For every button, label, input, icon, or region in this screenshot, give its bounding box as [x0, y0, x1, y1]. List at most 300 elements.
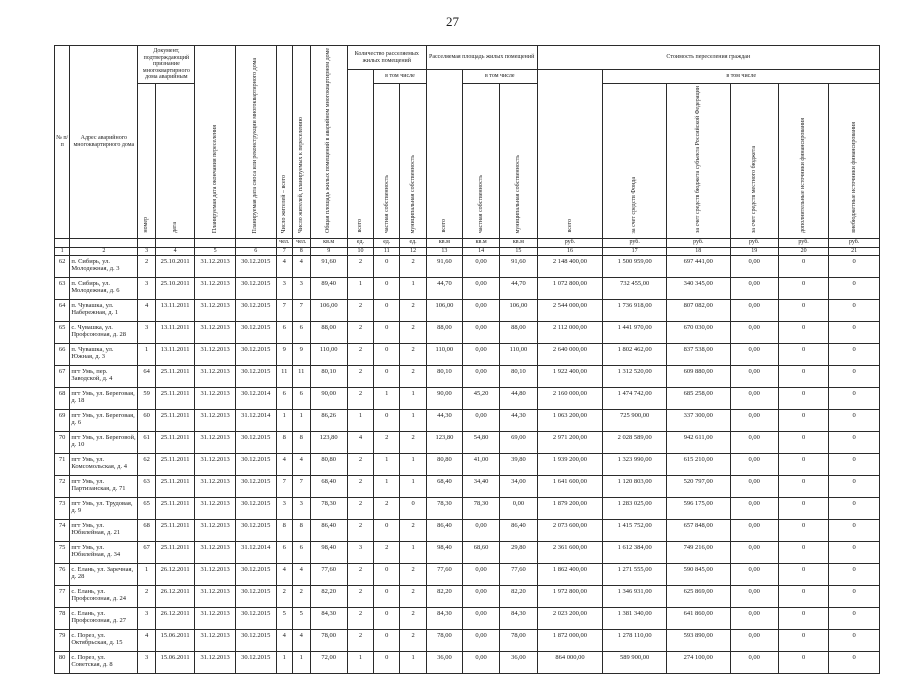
column-number: 8: [293, 247, 311, 255]
cell-planned-resettlement: 31.12.2013: [195, 585, 236, 607]
cell-area-total: 36,00: [426, 651, 462, 673]
cell-count-municipal: 2: [400, 299, 426, 321]
cell-area-municipal: 36,00: [500, 651, 537, 673]
cell-doc-number: 61: [138, 431, 156, 453]
cell-address: с. Елань, ул. Профсоюзная, д. 27: [70, 607, 138, 629]
cell-cost-fund: 1 500 959,00: [603, 255, 667, 277]
cell-planned-resettlement: 31.12.2013: [195, 277, 236, 299]
cell-planned-demolition: 30.12.2015: [235, 453, 276, 475]
header-address: Адрес аварийного многоквартирного дома: [70, 46, 138, 239]
cell-count-total: 2: [347, 475, 373, 497]
cell-cost-total: 2 148 400,00: [537, 255, 603, 277]
cell-address: п. Сибирь, ул. Молодежная, д. 6: [70, 277, 138, 299]
cell-planned-demolition: 30.12.2015: [235, 365, 276, 387]
header-cost-subject: за счет средств бюджета субъекта Российской Федерации: [666, 84, 730, 239]
header-planned-resettlement: Планируемая дата окончания переселения: [195, 46, 236, 239]
cell-planned-demolition: 30.12.2015: [235, 431, 276, 453]
cell-cost-extra: 0: [778, 585, 828, 607]
cell-address: с. Порез, ул. Октябрьская, д. 15: [70, 629, 138, 651]
cell-planned-resettlement: 31.12.2013: [195, 255, 236, 277]
cell-idx: 63: [55, 277, 70, 299]
table-row: [55, 343, 880, 365]
cell-count-total: 2: [347, 497, 373, 519]
header-count-total: всего: [347, 70, 373, 239]
column-number: 13: [426, 247, 462, 255]
cell-cost-fund: 1 323 990,00: [603, 453, 667, 475]
cell-idx: 78: [55, 607, 70, 629]
cell-cost-extra: 0: [778, 255, 828, 277]
unit-cell: руб.: [537, 238, 603, 247]
cell-cost-local: 0,00: [730, 321, 778, 343]
cell-idx: 74: [55, 519, 70, 541]
cell-cost-local: 0,00: [730, 585, 778, 607]
cell-doc-date: 26.12.2011: [155, 607, 195, 629]
cell-doc-date: 25.11.2011: [155, 519, 195, 541]
cell-planned-resettlement: 31.12.2013: [195, 563, 236, 585]
cell-residents-total: 4: [276, 563, 292, 585]
cell-idx: 66: [55, 343, 70, 365]
cell-cost-total: 1 072 800,00: [537, 277, 603, 299]
cell-residents-total: 6: [276, 541, 292, 563]
cell-address: с. Елань, ул. Заречная, д. 28: [70, 563, 138, 585]
header-count-in-that: в том числе: [374, 70, 427, 84]
cell-doc-date: 13.11.2011: [155, 299, 195, 321]
cell-area-total: 68,40: [426, 475, 462, 497]
header-idx: № п/п: [55, 46, 70, 239]
cell-area-private: 54,80: [462, 431, 499, 453]
cell-total-area: 82,20: [310, 585, 347, 607]
cell-cost-total: 1 641 600,00: [537, 475, 603, 497]
cell-area-total: 91,60: [426, 255, 462, 277]
cell-residents-to-resettle: 11: [293, 365, 311, 387]
cell-area-private: 0,00: [462, 563, 499, 585]
table-row: [55, 585, 880, 607]
cell-cost-fund: 1 415 752,00: [603, 519, 667, 541]
cell-cost-total: 2 640 000,00: [537, 343, 603, 365]
cell-area-private: 68,60: [462, 541, 499, 563]
cell-residents-to-resettle: 7: [293, 299, 311, 321]
cell-cost-total: 2 023 200,00: [537, 607, 603, 629]
cell-doc-number: 2: [138, 585, 156, 607]
cell-total-area: 86,40: [310, 519, 347, 541]
cell-count-private: 0: [374, 277, 400, 299]
cell-cost-total: 1 879 200,00: [537, 497, 603, 519]
unit-cell: [138, 238, 156, 247]
cell-cost-extra: 0: [778, 277, 828, 299]
cell-area-total: 80,10: [426, 365, 462, 387]
header-cost-in-that: в том числе: [603, 70, 880, 84]
cell-cost-offbudget: 0: [829, 299, 880, 321]
cell-total-area: 84,30: [310, 607, 347, 629]
cell-count-private: 0: [374, 255, 400, 277]
unit-cell: кв.м: [462, 238, 499, 247]
cell-planned-resettlement: 31.12.2013: [195, 519, 236, 541]
cell-residents-total: 9: [276, 343, 292, 365]
cell-cost-total: 1 872 000,00: [537, 629, 603, 651]
cell-idx: 75: [55, 541, 70, 563]
header-cost-fund: за счет средств Фонда: [603, 84, 667, 239]
cell-cost-subject: 749 216,00: [666, 541, 730, 563]
header-residents-total: Число жителей – всего: [276, 46, 292, 239]
cell-area-municipal: 0,00: [500, 497, 537, 519]
cell-count-private: 0: [374, 651, 400, 673]
cell-planned-demolition: 31.12.2014: [235, 409, 276, 431]
column-number: 14: [462, 247, 499, 255]
cell-residents-to-resettle: 4: [293, 453, 311, 475]
cell-cost-total: 2 073 600,00: [537, 519, 603, 541]
table-row: [55, 453, 880, 475]
cell-cost-subject: 593 890,00: [666, 629, 730, 651]
cell-cost-local: 0,00: [730, 651, 778, 673]
cell-doc-number: 64: [138, 365, 156, 387]
cell-address: с. Порез, ул. Советская, д. 8: [70, 651, 138, 673]
cell-residents-total: 4: [276, 453, 292, 475]
cell-cost-fund: 1 736 918,00: [603, 299, 667, 321]
header-doc-date: дата: [155, 84, 195, 239]
cell-total-area: 89,40: [310, 277, 347, 299]
cell-cost-extra: 0: [778, 431, 828, 453]
column-number: 5: [195, 247, 236, 255]
unit-cell: [235, 238, 276, 247]
cell-cost-subject: 609 880,00: [666, 365, 730, 387]
cell-cost-local: 0,00: [730, 255, 778, 277]
cell-doc-date: 25.10.2011: [155, 277, 195, 299]
cell-residents-to-resettle: 5: [293, 607, 311, 629]
unit-cell: руб.: [778, 238, 828, 247]
cell-cost-subject: 337 300,00: [666, 409, 730, 431]
cell-cost-offbudget: 0: [829, 541, 880, 563]
cell-cost-local: 0,00: [730, 299, 778, 321]
cell-count-private: 0: [374, 365, 400, 387]
cell-residents-total: 7: [276, 475, 292, 497]
cell-residents-to-resettle: 8: [293, 431, 311, 453]
cell-planned-demolition: 30.12.2015: [235, 607, 276, 629]
cell-count-total: 2: [347, 299, 373, 321]
column-numbers-row: [55, 247, 880, 255]
cell-cost-fund: 1 312 520,00: [603, 365, 667, 387]
table-row: [55, 519, 880, 541]
cell-area-total: 98,40: [426, 541, 462, 563]
cell-cost-local: 0,00: [730, 629, 778, 651]
cell-planned-demolition: 30.12.2015: [235, 277, 276, 299]
cell-idx: 72: [55, 475, 70, 497]
cell-count-total: 2: [347, 321, 373, 343]
cell-doc-date: 25.11.2011: [155, 497, 195, 519]
cell-cost-fund: 589 900,00: [603, 651, 667, 673]
unit-cell: чел.: [293, 238, 311, 247]
cell-count-private: 0: [374, 343, 400, 365]
unit-cell: кв.м: [310, 238, 347, 247]
cell-cost-subject: 596 175,00: [666, 497, 730, 519]
cell-area-private: 0,00: [462, 343, 499, 365]
cell-doc-date: 13.11.2011: [155, 343, 195, 365]
table-row: [55, 651, 880, 673]
cell-area-total: 84,30: [426, 607, 462, 629]
cell-cost-subject: 625 869,00: [666, 585, 730, 607]
cell-planned-resettlement: 31.12.2013: [195, 453, 236, 475]
table-row: [55, 563, 880, 585]
cell-idx: 80: [55, 651, 70, 673]
cell-count-municipal: 1: [400, 651, 426, 673]
cell-residents-to-resettle: 9: [293, 343, 311, 365]
table-row: [55, 365, 880, 387]
cell-cost-offbudget: 0: [829, 277, 880, 299]
table-row: [55, 475, 880, 497]
cell-residents-total: 3: [276, 497, 292, 519]
cell-idx: 67: [55, 365, 70, 387]
cell-cost-offbudget: 0: [829, 563, 880, 585]
cell-residents-total: 2: [276, 585, 292, 607]
header-count-group: Количество расселяемых жилых помещений: [347, 46, 426, 70]
cell-doc-number: 3: [138, 607, 156, 629]
cell-planned-demolition: 30.12.2015: [235, 519, 276, 541]
cell-area-municipal: 110,00: [500, 343, 537, 365]
cell-cost-extra: 0: [778, 541, 828, 563]
cell-planned-resettlement: 31.12.2013: [195, 475, 236, 497]
header-count-municipal: муниципальная собственность: [400, 84, 426, 239]
cell-planned-resettlement: 31.12.2013: [195, 299, 236, 321]
cell-total-area: 72,00: [310, 651, 347, 673]
cell-count-municipal: 2: [400, 365, 426, 387]
cell-cost-offbudget: 0: [829, 497, 880, 519]
header-cost-local: за счет средств местного бюджета: [730, 84, 778, 239]
cell-area-total: 78,30: [426, 497, 462, 519]
cell-cost-subject: 807 082,00: [666, 299, 730, 321]
cell-count-total: 2: [347, 629, 373, 651]
cell-planned-resettlement: 31.12.2013: [195, 431, 236, 453]
cell-area-total: 123,80: [426, 431, 462, 453]
cell-cost-fund: 1 346 931,00: [603, 585, 667, 607]
unit-cell: руб.: [603, 238, 667, 247]
cell-cost-total: 2 971 200,00: [537, 431, 603, 453]
cell-area-municipal: 69,00: [500, 431, 537, 453]
column-number: 11: [374, 247, 400, 255]
cell-area-total: 86,40: [426, 519, 462, 541]
cell-doc-number: 3: [138, 651, 156, 673]
table-row: [55, 409, 880, 431]
cell-cost-fund: 2 028 589,00: [603, 431, 667, 453]
cell-area-total: 80,80: [426, 453, 462, 475]
cell-idx: 77: [55, 585, 70, 607]
unit-cell: [195, 238, 236, 247]
table-row: [55, 607, 880, 629]
cell-residents-to-resettle: 4: [293, 563, 311, 585]
cell-area-private: 41,00: [462, 453, 499, 475]
cell-area-municipal: 29,80: [500, 541, 537, 563]
cell-cost-subject: 670 030,00: [666, 321, 730, 343]
cell-planned-resettlement: 31.12.2013: [195, 497, 236, 519]
cell-planned-demolition: 30.12.2015: [235, 343, 276, 365]
cell-count-municipal: 1: [400, 453, 426, 475]
cell-cost-fund: 1 381 340,00: [603, 607, 667, 629]
column-number: 2: [70, 247, 138, 255]
cell-doc-number: 3: [138, 321, 156, 343]
cell-count-municipal: 2: [400, 563, 426, 585]
cell-doc-date: 25.11.2011: [155, 453, 195, 475]
cell-address: пгт Умь, ул. Береговая, д. 18: [70, 387, 138, 409]
cell-area-municipal: 44,80: [500, 387, 537, 409]
cell-doc-number: 1: [138, 563, 156, 585]
column-number: 9: [310, 247, 347, 255]
cell-cost-extra: 0: [778, 387, 828, 409]
cell-count-private: 0: [374, 629, 400, 651]
cell-cost-fund: 732 455,00: [603, 277, 667, 299]
cell-residents-total: 8: [276, 431, 292, 453]
cell-total-area: 86,26: [310, 409, 347, 431]
cell-count-municipal: 2: [400, 431, 426, 453]
cell-doc-number: 65: [138, 497, 156, 519]
cell-cost-extra: 0: [778, 409, 828, 431]
cell-cost-extra: 0: [778, 519, 828, 541]
cell-planned-resettlement: 31.12.2013: [195, 409, 236, 431]
cell-cost-subject: 615 210,00: [666, 453, 730, 475]
cell-count-private: 0: [374, 607, 400, 629]
cell-cost-total: 1 939 200,00: [537, 453, 603, 475]
column-number: 20: [778, 247, 828, 255]
table-row: [55, 431, 880, 453]
cell-residents-to-resettle: 3: [293, 277, 311, 299]
cell-area-total: 106,00: [426, 299, 462, 321]
column-number: 1: [55, 247, 70, 255]
cell-planned-demolition: 30.12.2015: [235, 651, 276, 673]
cell-area-private: 0,00: [462, 409, 499, 431]
cell-planned-demolition: 30.12.2014: [235, 387, 276, 409]
cell-cost-offbudget: 0: [829, 519, 880, 541]
cell-doc-number: 2: [138, 255, 156, 277]
cell-area-municipal: 34,00: [500, 475, 537, 497]
cell-area-municipal: 106,00: [500, 299, 537, 321]
cell-planned-resettlement: 31.12.2013: [195, 387, 236, 409]
cell-doc-date: 25.10.2011: [155, 255, 195, 277]
cell-count-total: 1: [347, 277, 373, 299]
cell-address: пгт Умь, ул. Трудовая, д. 9: [70, 497, 138, 519]
header-residents-to-resettle: Число жителей, планируемых к переселению: [293, 46, 311, 239]
cell-count-total: 2: [347, 519, 373, 541]
cell-doc-date: 26.12.2011: [155, 585, 195, 607]
cell-cost-local: 0,00: [730, 387, 778, 409]
cell-residents-to-resettle: 6: [293, 387, 311, 409]
cell-idx: 79: [55, 629, 70, 651]
cell-cost-total: 2 361 600,00: [537, 541, 603, 563]
cell-address: п. Чувашка, ул. Набережная, д. 1: [70, 299, 138, 321]
cell-residents-to-resettle: 1: [293, 651, 311, 673]
cell-count-private: 0: [374, 563, 400, 585]
cell-residents-to-resettle: 6: [293, 541, 311, 563]
unit-cell: руб.: [666, 238, 730, 247]
cell-doc-number: 1: [138, 343, 156, 365]
cell-area-total: 90,00: [426, 387, 462, 409]
cell-cost-extra: 0: [778, 321, 828, 343]
cell-count-municipal: 1: [400, 475, 426, 497]
cell-area-private: 34,40: [462, 475, 499, 497]
cell-area-private: 0,00: [462, 629, 499, 651]
cell-cost-fund: 1 802 462,00: [603, 343, 667, 365]
cell-planned-demolition: 30.12.2015: [235, 299, 276, 321]
cell-residents-total: 1: [276, 409, 292, 431]
table-header: [55, 46, 880, 256]
header-area-private: частная собственность: [462, 84, 499, 239]
cell-residents-to-resettle: 1: [293, 409, 311, 431]
cell-area-total: 82,20: [426, 585, 462, 607]
cell-count-private: 0: [374, 299, 400, 321]
unit-cell: [155, 238, 195, 247]
cell-count-private: 0: [374, 409, 400, 431]
cell-residents-to-resettle: 6: [293, 321, 311, 343]
cell-address: с. Елань, ул. Профсоюзная, д. 24: [70, 585, 138, 607]
cell-cost-total: 2 160 000,00: [537, 387, 603, 409]
cell-planned-resettlement: 31.12.2013: [195, 343, 236, 365]
cell-cost-extra: 0: [778, 475, 828, 497]
cell-total-area: 90,00: [310, 387, 347, 409]
cell-address: пгт Умь, ул. Партизанская, д. 71: [70, 475, 138, 497]
cell-count-total: 2: [347, 255, 373, 277]
cell-count-total: 2: [347, 585, 373, 607]
cell-total-area: 91,60: [310, 255, 347, 277]
unit-cell: ед.: [374, 238, 400, 247]
header-planned-demolition: Планируемая дата сноса или реконструкции многоквартирного дома: [235, 46, 276, 239]
cell-doc-number: 63: [138, 475, 156, 497]
cell-area-municipal: 44,30: [500, 409, 537, 431]
unit-cell: кв.м: [500, 238, 537, 247]
cell-count-private: 0: [374, 585, 400, 607]
cell-cost-subject: 340 345,00: [666, 277, 730, 299]
header-area-in-that: в том числе: [462, 70, 537, 84]
cell-total-area: 110,00: [310, 343, 347, 365]
table-row: [55, 321, 880, 343]
cell-planned-demolition: 30.12.2015: [235, 629, 276, 651]
cell-residents-total: 7: [276, 299, 292, 321]
cell-cost-local: 0,00: [730, 519, 778, 541]
cell-cost-offbudget: 0: [829, 409, 880, 431]
cell-residents-total: 5: [276, 607, 292, 629]
cell-cost-total: 1 972 800,00: [537, 585, 603, 607]
cell-count-private: 0: [374, 321, 400, 343]
column-number: 21: [829, 247, 880, 255]
cell-cost-extra: 0: [778, 629, 828, 651]
cell-address: пгт Умь, ул. Юбилейная, д. 34: [70, 541, 138, 563]
cell-doc-date: 25.11.2011: [155, 387, 195, 409]
cell-doc-number: 59: [138, 387, 156, 409]
cell-idx: 68: [55, 387, 70, 409]
cell-idx: 69: [55, 409, 70, 431]
header-area-municipal: муниципальная собственность: [500, 84, 537, 239]
cell-count-private: 1: [374, 453, 400, 475]
cell-total-area: 98,40: [310, 541, 347, 563]
table-row: [55, 387, 880, 409]
column-number: 19: [730, 247, 778, 255]
cell-doc-date: 25.11.2011: [155, 431, 195, 453]
cell-cost-offbudget: 0: [829, 453, 880, 475]
cell-residents-total: 3: [276, 277, 292, 299]
cell-cost-local: 0,00: [730, 541, 778, 563]
cell-address: п. Чувашка, ул. Южная, д. 3: [70, 343, 138, 365]
cell-cost-subject: 837 538,00: [666, 343, 730, 365]
cell-cost-local: 0,00: [730, 497, 778, 519]
page-number: 27: [446, 14, 459, 29]
cell-cost-offbudget: 0: [829, 629, 880, 651]
cell-cost-offbudget: 0: [829, 343, 880, 365]
cell-area-private: 0,00: [462, 365, 499, 387]
header-doc-number: номер: [138, 84, 156, 239]
cell-count-municipal: 1: [400, 277, 426, 299]
cell-count-total: 2: [347, 387, 373, 409]
cell-total-area: 77,60: [310, 563, 347, 585]
cell-address: пгт Умь, ул. Комсомольская, д. 4: [70, 453, 138, 475]
cell-cost-offbudget: 0: [829, 651, 880, 673]
cell-count-total: 1: [347, 651, 373, 673]
cell-cost-offbudget: 0: [829, 321, 880, 343]
table-row: [55, 541, 880, 563]
